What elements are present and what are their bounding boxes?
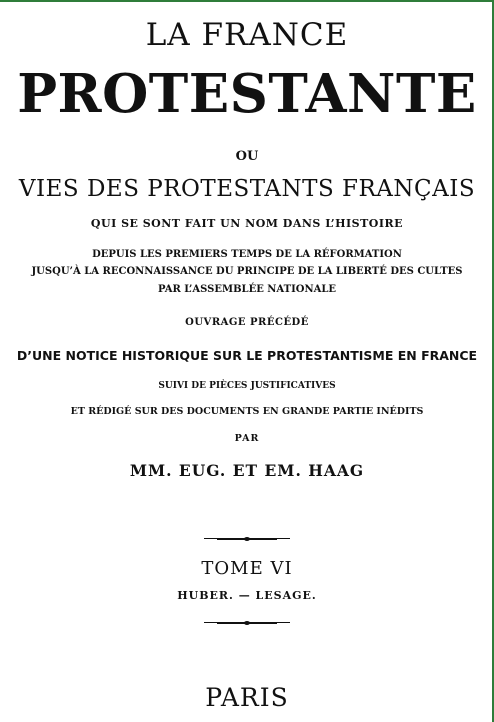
title-line-1: LA FRANCE — [145, 17, 349, 53]
title-main: PROTESTANTE — [17, 63, 477, 125]
subtitle: VIES DES PROTESTANTS FRANÇAIS — [18, 176, 476, 202]
volume-range: HUBER. — LESAGE. — [177, 589, 317, 602]
subtitle-line-2: QUI SE SONT FAIT UN NOM DANS L’HISTOIRE — [90, 217, 404, 230]
by-label: PAR — [234, 433, 260, 444]
ornamental-rule-top-center — [217, 538, 277, 540]
description-line-2: JUSQU’À LA RECONNAISSANCE DU PRINCIPE DE LA LIBERTÉ DES CULTES — [31, 266, 463, 277]
appendix-note: SUIVI DE PIÈCES JUSTIFICATIVES — [158, 381, 336, 391]
volume-number: TOME VI — [201, 558, 293, 579]
rule-ornament — [244, 621, 250, 625]
rule-ornament — [244, 537, 250, 541]
authors: MM. EUG. ET EM. HAAG — [129, 461, 365, 480]
publication-city: PARIS — [205, 683, 289, 712]
sources-note: ET RÉDIGÉ SUR DES DOCUMENTS EN GRANDE PARTIE INÉDITS — [70, 406, 424, 417]
preface-label: OUVRAGE PRÉCÉDÉ — [185, 317, 309, 328]
preface-title: D’UNE NOTICE HISTORIQUE SUR LE PROTESTANTISME EN FRANCE — [16, 348, 478, 363]
description-line-3: PAR L’ASSEMBLÉE NATIONALE — [157, 284, 337, 295]
description-line-1: DEPUIS LES PREMIERS TEMPS DE LA RÉFORMATION — [92, 249, 402, 260]
ornamental-rule-bottom-center — [217, 622, 277, 624]
title-conjunction: OU — [235, 149, 259, 164]
